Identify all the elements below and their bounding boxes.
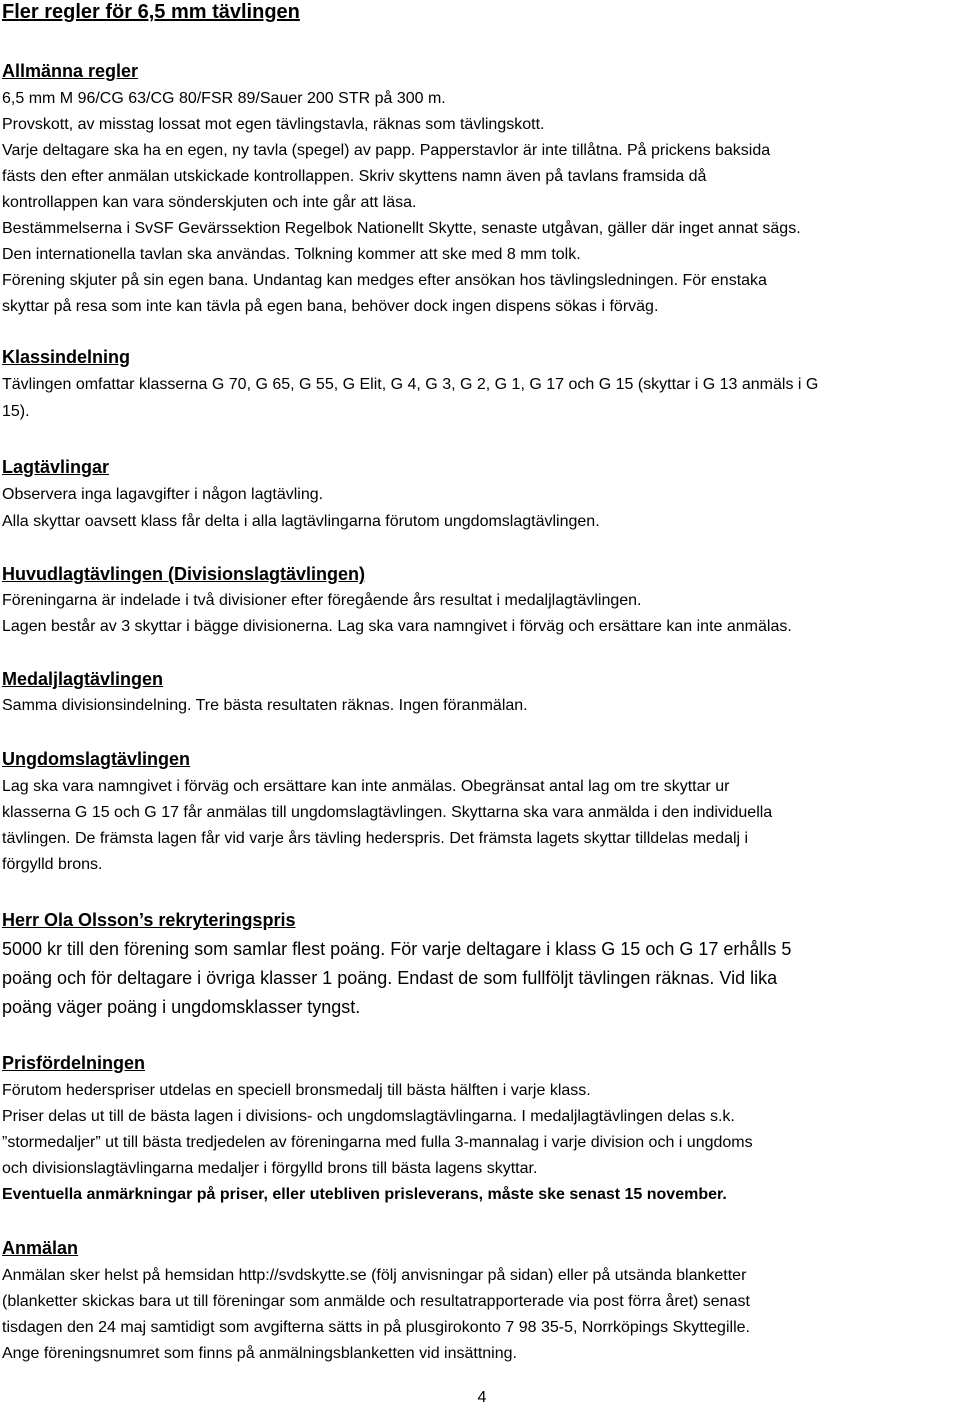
text-line: tävlingen. De främsta lagen får vid varje års tävling hederspris. Det främsta lagets skyttar tilldelas medalj i [2,830,749,847]
text-line: 15). [2,403,30,420]
text-line: 5000 kr till den förening som samlar flest poäng. För varje deltagare i klass G 15 och G 17 erhålls 5 [2,939,792,959]
text-line: fästs den efter anmälan utskickade kontrollappen. Skriv skyttens namn även på tavlans framsida då [2,168,707,185]
bold-notice-line: Eventuella anmärkningar på priser, eller utebliven prisleverans, måste ske senast 15 november. [2,1186,727,1203]
text-line: Samma divisionsindelning. Tre bästa resultaten räknas. Ingen föranmälan. [2,697,528,714]
section-prisfordelningen [2,1078,958,1208]
text-line: tisdagen den 24 maj samtidigt som avgifterna sätts in på plusgirokonto 7 98 35-5, Norrköpings Skyttegille. [2,1319,750,1336]
heading-rekryteringspris: Herr Ola Olsson’s rekryteringspris [2,910,296,930]
section-rekryteringspris [2,935,958,1022]
text-line: ”stormedaljer” ut till bästa tredjedelen av föreningarna med fulla 3-mannalag i varje division och i ungdoms [2,1134,753,1151]
heading-prisfordelningen: Prisfördelningen [2,1053,146,1073]
text-line: Observera inga lagavgifter i någon lagtävling. [2,486,324,503]
heading-huvudlagtavlingen: Huvudlagtävlingen (Divisionslagtävlingen) [2,564,366,584]
text-line: Anmälan sker helst på hemsidan http://svdskytte.se (följ anvisningar på sidan) eller på utsända blanketter [2,1267,747,1284]
text-line: Lagen består av 3 skyttar i bägge divisionerna. Lag ska vara namngivet i förväg och ersättare kan inte anmälas. [2,618,792,635]
text-line: och divisionslagtävlingarna medaljer i förgylld brons till bästa lagens skyttar. [2,1160,538,1177]
text-line: 6,5 mm M 96/CG 63/CG 80/FSR 89/Sauer 200 STR på 300 m. [2,90,446,107]
text-line: Föreningarna är indelade i två divisioner efter föregående års resultat i medaljlagtävlingen. [2,592,642,609]
heading-klassindelning: Klassindelning [2,347,131,367]
text-line: Förening skjuter på sin egen bana. Undantag kan medges efter ansökan hos tävlingsledningen. För enstaka [2,272,767,289]
section-lagtavlingar [2,481,958,535]
text-line: poäng och för deltagare i övriga klasser 1 poäng. Endast de som fullföljt tävlingen räknas. Vid lika [2,968,778,988]
text-line: Bestämmelserna i SvSF Gevärssektion Regelbok Nationellt Skytte, senaste utgåvan, gäller där inget annat sägs. [2,220,801,237]
text-line: kontrollappen kan vara sönderskjuten och inte går att läsa. [2,194,417,211]
heading-anmalan: Anmälan [2,1238,79,1258]
section-allmanna-regler [2,86,958,320]
text-line: Priser delas ut till de bästa lagen i divisions- och ungdomslagtävlingarna. I medaljlagtävlingen delas s.k. [2,1108,735,1125]
text-line: Förutom hederspriser utdelas en speciell bronsmedalj till bästa hälften i varje klass. [2,1082,591,1099]
text-line: poäng väger poäng i ungdomsklasser tyngst. [2,997,361,1017]
text-line: (blanketter skickas bara ut till föreningar som anmälde och resultatrapporterade via post förra året) senast [2,1293,750,1310]
section-klassindelning [2,371,958,425]
heading-allmanna-regler: Allmänna regler [2,61,139,81]
page-number: 4 [477,1389,487,1406]
text-line: Provskott, av misstag lossat mot egen tävlingstavla, räknas som tävlingskott. [2,116,545,133]
heading-ungdomslagtavlingen: Ungdomslagtävlingen [2,749,191,769]
section-medaljlagtavlingen [2,693,958,719]
text-line: Tävlingen omfattar klasserna G 70, G 65, G 55, G Elit, G 4, G 3, G 2, G 1, G 17 och G 15 (skyttar i G 13 anmäls i G [2,376,819,393]
text-line: Ange föreningsnumret som finns på anmälningsblanketten vid insättning. [2,1345,517,1362]
section-ungdomslagtavlingen [2,774,958,878]
text-line: Alla skyttar oavsett klass får delta i alla lagtävlingarna förutom ungdomslagtävlingen. [2,513,600,530]
section-huvudlagtavlingen [2,588,958,640]
page-title: Fler regler för 6,5 mm tävlingen [2,1,300,23]
text-line: klasserna G 15 och G 17 får anmälas till ungdomslagtävlingen. Skyttarna ska vara anmälda i den individuella [2,804,773,821]
text-line: förgylld brons. [2,856,103,873]
text-line: Varje deltagare ska ha en egen, ny tavla (spegel) av papp. Papperstavlor är inte tillåtna. På prickens baksida [2,142,771,159]
text-line: skyttar på resa som inte kan tävla på egen bana, behöver dock ingen dispens sökas i förväg. [2,298,659,315]
heading-medaljlagtavlingen: Medaljlagtävlingen [2,669,164,689]
section-anmalan [2,1263,958,1367]
text-line: Lag ska vara namngivet i förväg och ersättare kan inte anmälas. Obegränsat antal lag om tre skyttar ur [2,778,730,795]
text-line: Den internationella tavlan ska användas. Tolkning kommer att ske med 8 mm tolk. [2,246,581,263]
heading-lagtavlingar: Lagtävlingar [2,457,110,477]
